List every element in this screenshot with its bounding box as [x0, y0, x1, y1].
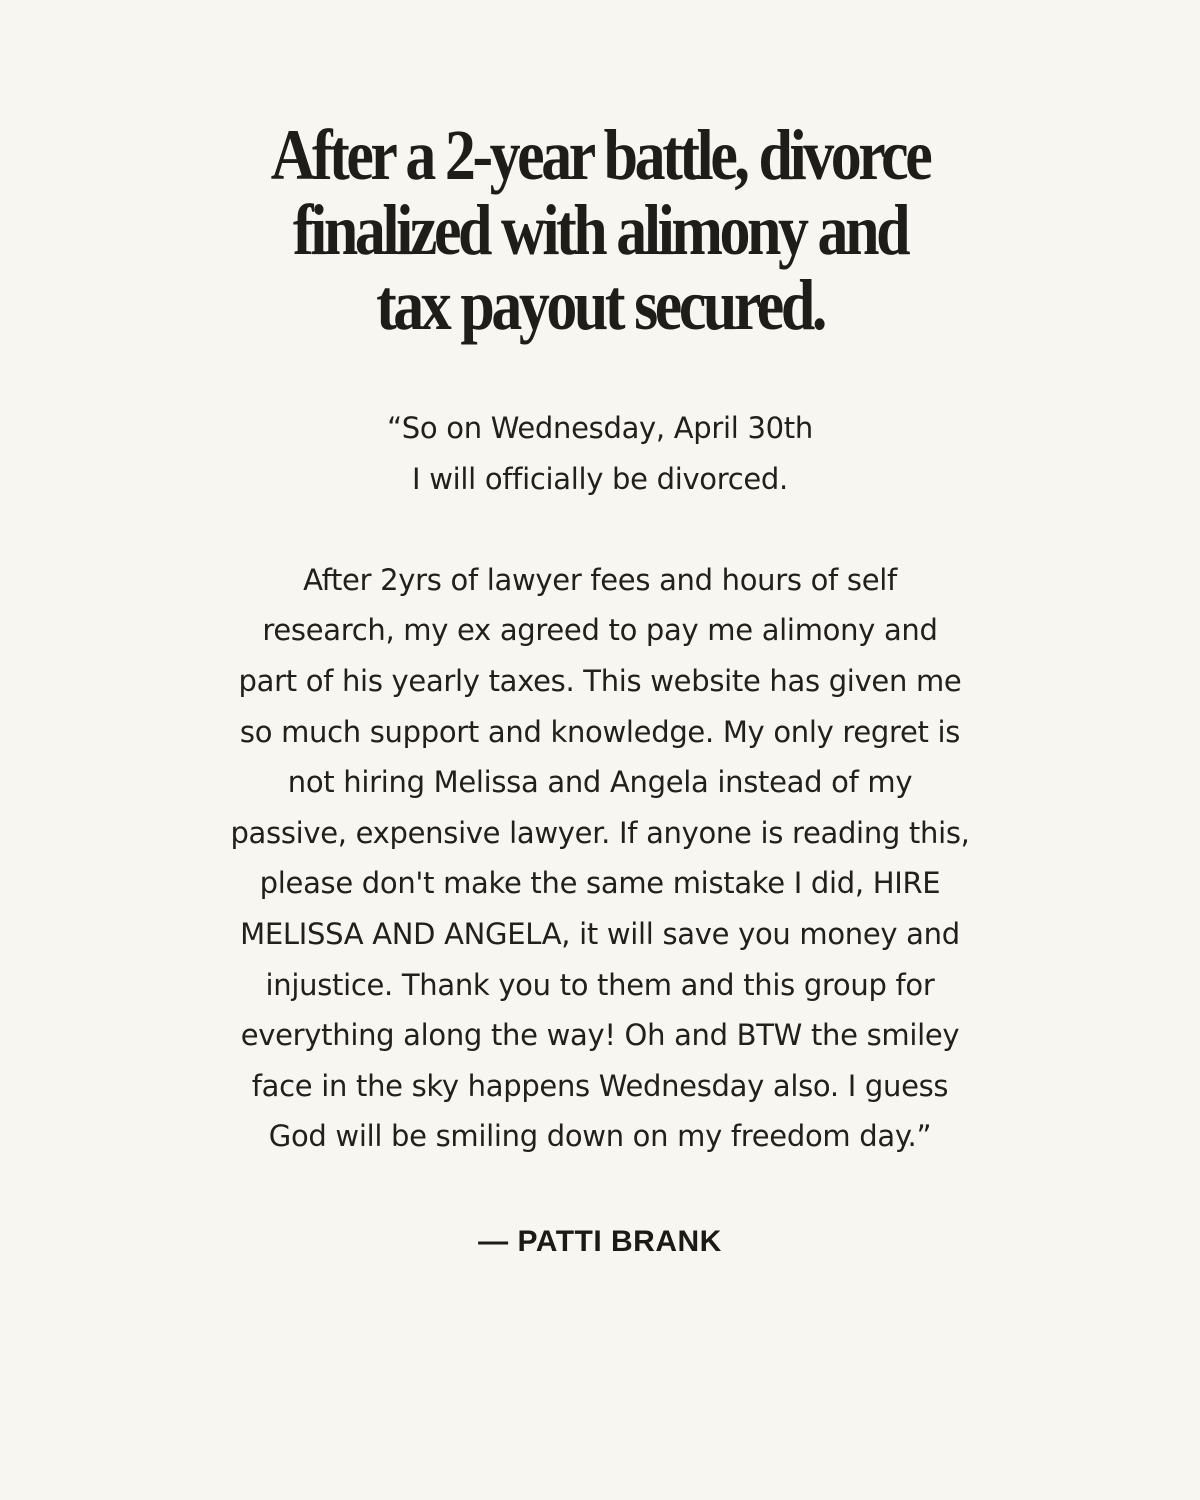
quote-line: injustice. Thank you to them and this group for	[265, 967, 935, 1002]
quote-line: After 2yrs of lawyer fees and hours of self	[303, 562, 897, 597]
quote-line: face in the sky happens Wednesday also. I guess	[251, 1068, 949, 1103]
headline	[84, 115, 1116, 345]
paragraph-gap	[150, 504, 1050, 555]
quote-line: not hiring Melissa and Angela instead of my	[287, 765, 913, 800]
quote-line: research, my ex agreed to pay me alimony and	[262, 613, 938, 648]
quote-line: everything along the way! Oh and BTW the smiley	[240, 1018, 960, 1053]
headline-line: finalized with alimony and	[292, 190, 908, 270]
headline-line: After a 2-year battle, divorce	[270, 115, 930, 195]
quote-line: MELISSA AND ANGELA, it will save you money and	[240, 916, 960, 951]
quote-line: so much support and knowledge. My only regret is	[239, 714, 961, 749]
author-attribution: — PATTI BRANK	[478, 1225, 722, 1258]
quote-line: passive, expensive lawyer. If anyone is reading this,	[230, 815, 970, 850]
quote-line: please don't make the same mistake I did, HIRE	[259, 866, 941, 901]
headline-line: tax payout secured.	[376, 265, 824, 345]
quote-line: part of his yearly taxes. This website has given me	[238, 663, 962, 698]
quote-line: God will be smiling down on my freedom day.”	[268, 1119, 932, 1154]
testimonial-quote	[150, 403, 1050, 1162]
quote-line: I will officially be divorced.	[412, 461, 788, 496]
quote-line: “So on Wednesday, April 30th	[387, 411, 813, 445]
